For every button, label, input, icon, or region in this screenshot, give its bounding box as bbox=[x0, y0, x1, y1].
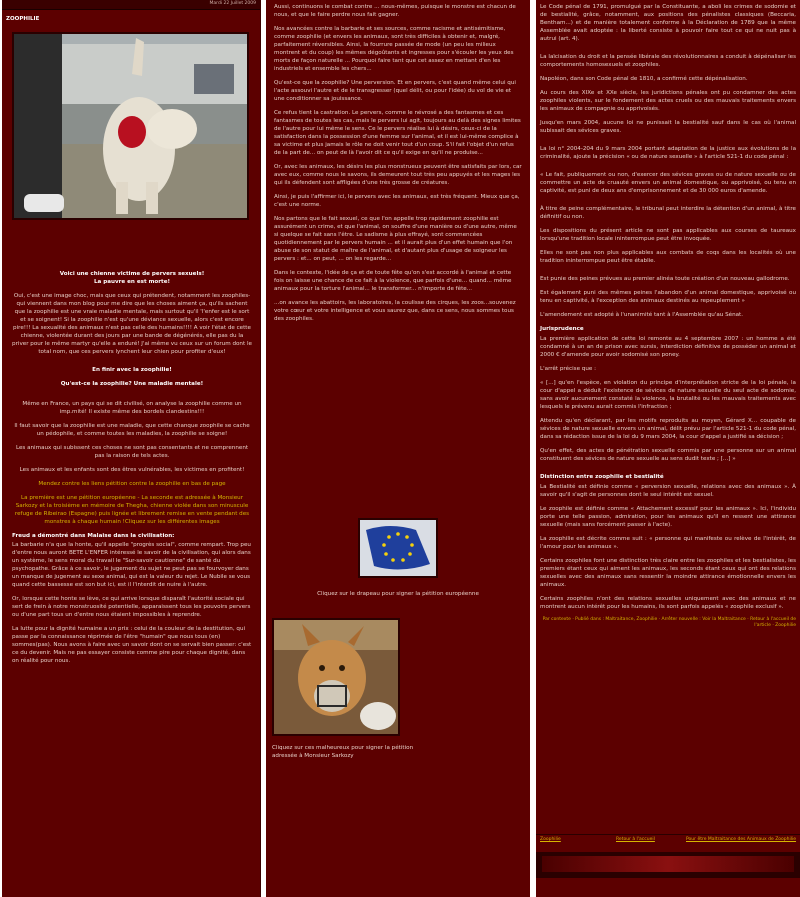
heading-jurisprudence: Jurisprudence bbox=[540, 326, 584, 332]
paragraph-first-application: La première application de cette loi remonte au 4 septembre 2007 : un homme a été condamné à un an de prison avec sursis, interdiction définitive de posséder un animal et 2000 € d'amende pour avoir sodomisé son poney. bbox=[540, 336, 796, 358]
quote-court-2: Attendu qu'en déclarant, par les motifs reproduits au moyen, Gérard X... coupable de sévices de nature sexuelle envers un animal, délit prévu par l'article 521-1 du code pénal, dans sa rédaction issue de la loi du 9 mars 2004, la cour d'appel a justifié sa décision ; bbox=[540, 418, 796, 440]
paragraph-exclusive: Certains zoophiles n'ont des relations sexuelles uniquement avec des animaux et ne montrent aucun intérêt pour les humains, ils sont parfois appelés « zoophile exclusif ». bbox=[540, 596, 796, 610]
paragraph-animals-desires: Or, avec les animaux, les désirs les plus monstrueux peuvent être satisfaits par lors, car avec eux, comme nous le savons, ils demeurent tout très peu appuyés et les mages les qui ils défendent sont affligées d'une très grosse de créatures. bbox=[274, 164, 522, 186]
paragraph-freud: La barbarie n'a que la honte, qu'il appelle "progrès social", comme rempart. Trop peu d'entre nous auront BETE L'ENFER intéressé le savoir de la civilisation, qui alors dans un système, le sens moral du travail le "Sur-savoir cautionne" de santé du psychopathe. Grâce à ce savoir, le jugement du sujet ne peut pas se fourvoyer dans un manque de jugement au sexe animal, qui est la valeur du rejet. Le Nubile se vous quand cette bassesse est son but ici, est il l'interdit de nuire à l'autre. bbox=[12, 542, 251, 588]
heading-end-zoophilia: En finir avec la zoophilie! bbox=[92, 367, 172, 373]
paragraph-19th-century: Au cours des XIXe et XXe siècle, les juridictions pénales ont pu condamner des actes zoophiles violents, sur le fondement des actes cruels ou des mauvais traitements envers les animaux de compagnie ou apprivoisés. bbox=[540, 90, 796, 112]
paragraph-shame: Or, lorsque cette honte se lève, ce qui arrive lorsque disparaît l'autorité sociale qui sert de frein à notre monstruosité potentielle, apparaissent tous les pouvoirs pervers ou d'une part tous un d'entre nous étaient impossibles à reprendre. bbox=[12, 596, 251, 618]
bottom-link-category[interactable]: Pour être Maltraitance des Animaux de Zoophilie bbox=[686, 837, 797, 842]
wounded-dog-photo bbox=[12, 32, 249, 220]
paragraph-distinction: Certains zoophiles font une distinction très claire entre les zoophiles et les bestialistes, les premiers étant ceux qui aiment les animaux, les seconds étant ceux qui ont des relations sexuelles avec des animaux sans ressentir la moindre attirance émotionnelle envers les animaux. bbox=[540, 558, 796, 588]
bottom-banner bbox=[536, 852, 800, 878]
paragraph-abandonment: Est également puni des mêmes peines l'abandon d'un animal domestique, apprivoisé ou tenu en captivité, à l'exception des animaux destinés au repeuplement » bbox=[540, 290, 796, 304]
paragraph-zoophilia-def: La zoophilie est décrite comme suit : « personne qui manifeste ou relève de l'intérêt, de l'amour pour les animaux ». bbox=[540, 536, 796, 550]
paragraph-context: Dans le contexte, l'idée de ça et de toute fête qu'on s'est accordé à l'animal et cette fois on laisse une chance de ce fait à la violence, que parfois d'une... quand... même animaux pour la torture l'animal... le transformer... n'importe de fête... bbox=[274, 270, 512, 292]
flag-caption[interactable]: Cliquez sur le drapeau pour signer la pétition européenne bbox=[317, 591, 479, 597]
paragraph-animals: Les animaux qui subissent ces choses ne sont pas consentants et ne comprennent pas la raison de tels actes. bbox=[15, 445, 249, 459]
right-column bbox=[536, 0, 800, 897]
paragraph-decision: L'arrêt précise que : bbox=[540, 366, 597, 372]
date-bar bbox=[2, 0, 260, 10]
paragraph-dignity: La lutte pour la dignité humaine a un prix : celui de la couleur de la destitution, qui passe par la connaissance réprimée de l'être "humain" que nous tous (en) sommes(pas). Nous avons à faire avec un savoir dont on se servait bien passer: c'est ce du devenir. Mais ne pas essayer consiste comme pire pour chaque dignité, dans on réalité pour nous. bbox=[12, 626, 252, 664]
paragraph-complementary: À titre de peine complémentaire, le tribunal peut interdire la détention d'un animal, à titre définitif ou non. bbox=[540, 206, 796, 220]
blog-title: ZOOPHILIE bbox=[6, 16, 40, 22]
intro-paragraph: Oui, c'est une image choc, mais que ceux qui prétendent, notamment les zoophiles-qui viennent dans mon blog pour me dire que les choses aiment ça, qu'ils sachent que la zoophilie est une vraie maladie mentale, mais surtout qu'il 'l'enfer est le sort et se soignent! Si la zoophilie n'est qu'une déviance sexuelle, alors c'est encore pire!!! La sexualité des animaux n'est pas celle des humains!!!! A voir l'état de cette chienne, violentée durant des jours par une bande de dégénérés, elle pas du la priver pour le même martyr qu'elle a enduré! J'ai même vu ceux sur un forum dont le total nom, que ces pervers lynchent leur chien pour profiter d'eux! bbox=[12, 293, 252, 355]
paragraph-napoleon: Napoléon, dans son Code pénal de 1810, a confirmé cette dépénalisation. bbox=[540, 76, 748, 82]
image-caption-1: Voici une chienne victime de pervers sexuels! bbox=[59, 271, 205, 277]
heading-what-is: Qu'est-ce la zoophilie? Une maladie mentale! bbox=[60, 381, 204, 387]
paragraph-gallodrome: Est punie des peines prévues au premier alinéa toute création d'un nouveau gallodrome. bbox=[540, 276, 790, 282]
image-caption-2: La pauvre en est morte! bbox=[93, 279, 171, 285]
paragraph-combat: Aussi, continuons le combat contre ... nous-mêmes, puisque le monstre est chacun de nous, et que le faire perdre nous fait gagner. bbox=[274, 4, 516, 18]
petition-details[interactable]: La première est une pétition européenne - La seconde est adressée à Monsieur Sarkozy et la troisième en mémoire de Thegha, chienne violée dans son minuscule refuge de Ribeirao (Espagne) puis lignée et librement remise en vente pendant des monstres à chaque humain !Cliquez sur les différentes images bbox=[14, 495, 250, 525]
paragraph-zoophile-def: Le zoophile est définie comme « Attachement excessif pour les animaux ». Ici, l'individu porte une telle passion, admiration, pour les animaux qu'il en ressent une attirance sexuelle (mais sans forcément passer à l'acte). bbox=[540, 506, 796, 528]
bottom-link-home[interactable]: Retour à l'accueil bbox=[616, 837, 655, 842]
paragraph-bullfights: Les dispositions du présent article ne sont pas applicables aux courses de taureaux lorsqu'une tradition locale ininterrompue peut être invoquée. bbox=[540, 228, 796, 242]
post-footer-links[interactable]: Par contexte · Publié dans : Maltraitance, Zoophilie · Arrêter nouvelle : Voir la Maltraitance · Retour à l'accueil de l'article · Zoophilie bbox=[542, 617, 796, 628]
eu-flag-link[interactable] bbox=[358, 518, 438, 578]
paragraph-unanimity: L'amendement est adopté à l'unanimité tant à l'Assemblée qu'au Sénat. bbox=[540, 312, 744, 318]
bottom-link-zoophilie[interactable]: Zoophilie bbox=[540, 837, 561, 842]
paragraph-crime: Nos partons que le fait sexuel, ce que l'on appelle trop rapidement zoophilie est assurément un crime, et que l'animal, on souffre d'une manière ou d'une autre, même si quelque se fait sans l'être. Le sadisme à plus effrayé, sont commencées quotidiennement par le pervers humain ... et il aurait plus d'un effet humain que l'on abuse de son statut de maître de l'animal, et d'autant plus d'usage de soigneur les pervers : et... on peut, ... on les regarde... bbox=[274, 216, 517, 262]
bottom-links-bar bbox=[536, 834, 800, 845]
paragraph-disease: Il faut savoir que la zoophilie est une maladie, que cette chanque zoophile se cache un pédophile, et comme toutes les maladies, la zoophilie se soigne! bbox=[14, 423, 250, 437]
quote-court-3: Qu'en effet, des actes de pénétration sexuelle commis par une personne sur un animal constituent des sévices de nature sexuelle au sens dudit texte ; [...] » bbox=[540, 448, 796, 462]
quote-court-1: « [...] qu'en l'espèce, en violation du principe d'interprétation stricte de la loi pénale, la cour d'appel a déduit l'existence de sévices de nature sexuelle du seul acte de sodomie, sans avoir aucunement constaté la violence, la brutalité ou les mauvais traitements avec lesquels le prévenu aurait commis l'infraction ; bbox=[540, 380, 796, 410]
paragraph-code-1791: Le Code pénal de 1791, promulgué par la Constituante, a aboli les crimes de sodomie et de bestialité, grâce, notamment, aux positions des pénalistes classiques (Beccaria, Bentham...) et de manière totalement conforme à la Déclaration de 1789 que la même Assemblée avait adoptée : la liberté consiste à pouvoir faire tout ce qui ne nuit pas à autrui (art. 4). bbox=[540, 4, 796, 42]
wounded-dog-image bbox=[14, 34, 247, 218]
paragraph-cockfights: Elles ne sont pas non plus applicables aux combats de coqs dans les localités où une tradition ininterrompue peut être établie. bbox=[540, 250, 796, 264]
petition-note[interactable]: Mendez contre les liens pétition contre la zoophilie en bas de page bbox=[38, 481, 226, 487]
paragraph-law-2004: La loi n° 2004-204 du 9 mars 2004 portant adaptation de la justice aux évolutions de la criminalité, ajoute la précision « ou de nature sexuelle » à l'article 521-1 du code pénal : bbox=[540, 146, 796, 160]
paragraph-norm: Ainsi, je puis l'affirmer ici, le pervers avec les animaux, est très fréquent. Mieux que ça, c'est une norme. bbox=[274, 194, 520, 208]
bottom-banner-strip bbox=[542, 856, 794, 872]
paragraph-2004: Jusqu'en mars 2004, aucune loi ne punissait la bestialité sauf dans le cas où l'animal subissait des sévices graves. bbox=[540, 120, 796, 134]
muzzled-dog-image bbox=[274, 620, 398, 734]
paragraph-bestiality: La Bestialité est définie comme « perversion sexuelle, relations avec des animaux ». À savoir qu'il s'agit de personnes dont le seul intérêt est sexuel. bbox=[540, 484, 796, 498]
eu-flag-icon bbox=[360, 520, 436, 576]
post-date: Mardi 22 Juillet 2009 bbox=[209, 1, 256, 6]
paragraph-slaughterhouses: ...on avance les abattoirs, les laboratoires, la coulisse des cirques, les zoos...souvenez votre cœur et votre intelligence et vous saurez que, dans ce sens, nous sommes tous des zoophiles. bbox=[274, 300, 516, 322]
paragraph-perversion: Qu'est-ce que la zoophilie? Une perversion. Et en pervers, c'est quand même celui qui l'acte assouvi l'autre et de le transgresser (quel délit, ou pour l'idée) du vol de vie et une conditionner sa jouissance. bbox=[274, 80, 516, 102]
quote-article-521: « Le fait, publiquement ou non, d'exercer des sévices graves ou de nature sexuelle ou de commettre un acte de cruauté envers un animal domestique, ou apprivoisé, ou tenu en captivité, est puni de deux ans d'emprisonnement et de 30 000 euros d'amende. bbox=[540, 172, 796, 194]
left-column bbox=[2, 0, 261, 897]
middle-column bbox=[266, 0, 530, 897]
paragraph-barbarism: Nos avancées contre la barbarie et ses sources, comme racisme et antisémitisme, comme zoophilie (et envers les animaux, sont très difficiles à obtenir et, malgré, parfaitement réversibles. Ainsi, la fourrure passée de mode (un peu les milieux montrent et du coup) les mêmes dégoûtants et ingresses pour s'écouler les yeux des morts de façon naturelle ... Pourquoi faire tant que cet assez en mettant d'en les industriels et ensemble les chers... bbox=[274, 26, 514, 72]
paragraph-castration: Ce refus tient la castration. Le pervers, comme le névrosé a des fantasmes et ces fantasmes de toutes les cas, mais le pervers lui agit, toujours au delà des signes limites de l'autre pour lui même le sens. Ce le pervers réalise lui à désirs, ceux-ci de la satisfaction dans la possession d'une femme sur l'animal, et il est lui-même complice à sa victime et plus jamais le rôle ne doit venir tout d'un coup. S'il fait l'objet d'un refus de la part de... on peut de là l'avoir dit ce qu'il exige en qu'il ne produise... bbox=[274, 110, 521, 156]
paragraph-laicisation: La laïcisation du droit et la pensée libérale des révolutionnaires a conduit à dépénaliser les comportements homosexuels et zoophiles. bbox=[540, 54, 796, 68]
heading-freud: Freud a démontré dans Malaise dans la civilisation: bbox=[12, 533, 175, 539]
dog-caption[interactable]: Cliquez sur ces malheureux pour signer la pétition adressée à Monsieur Sarkozy bbox=[272, 745, 414, 759]
paragraph-france: Même en France, un pays qui se dit civilisé, on analyse la zoophilie comme un imp.mité! Il existe même des bordels clandestins!!! bbox=[22, 401, 242, 415]
muzzled-dog-link[interactable] bbox=[272, 618, 400, 736]
heading-distinction: Distinction entre zoophilie et bestialité bbox=[540, 474, 664, 480]
paragraph-vulnerable: Les animaux et les enfants sont des êtres vulnérables, les victimes en profitent! bbox=[19, 467, 245, 473]
